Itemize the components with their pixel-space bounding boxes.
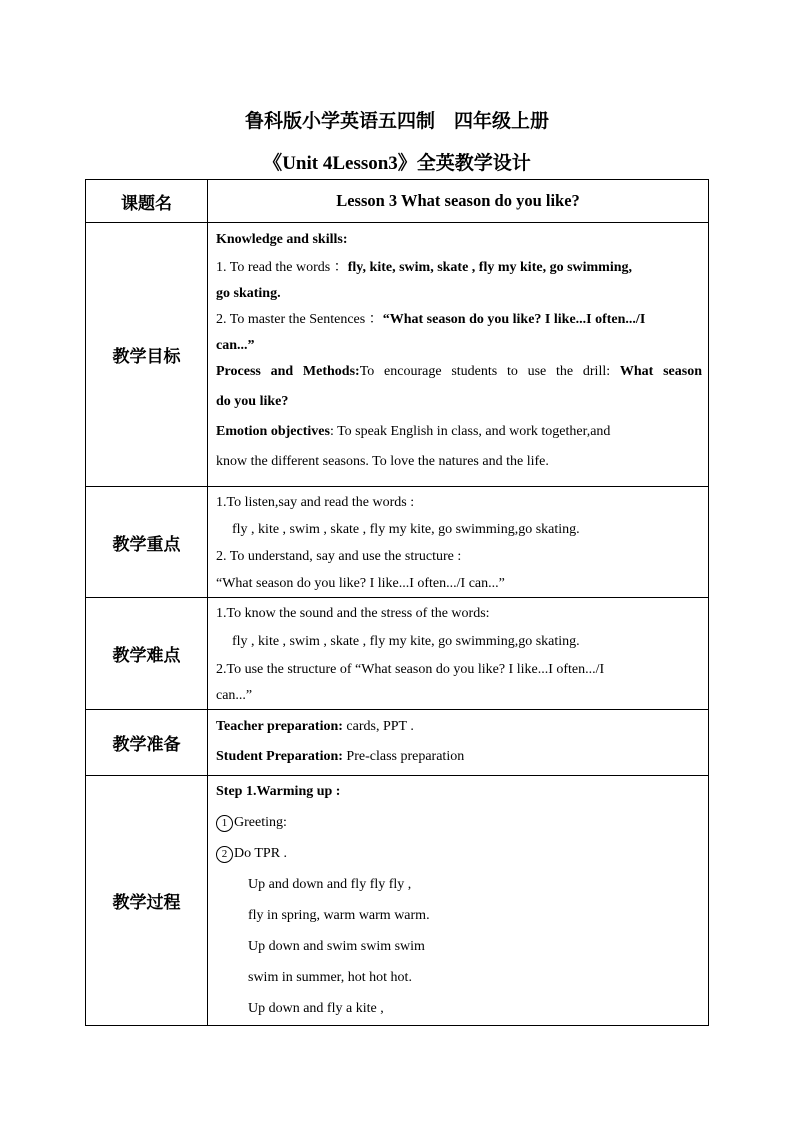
difficult-line-2: fly , kite , swim , skate , fly my kite, go swimming,go skating. <box>232 634 580 649</box>
difficult-line-3: 2.To use the structure of “What season do you like? I like...I often.../I <box>216 662 605 677</box>
objective-line-1: 1. To read the words ：fly, kite, swim, skate , fly my kite, go swimming, <box>216 260 633 275</box>
process-item-greeting: 1 Greeting: <box>216 807 702 838</box>
objective-line-2: go skating. <box>216 286 281 301</box>
chant-line-1: Up and down and fly fly fly , <box>248 877 412 892</box>
row-label-objectives: 教学目标 <box>86 223 208 487</box>
difficult-points-cell <box>208 598 709 710</box>
objective-line-3: 2. To master the Sentences ：“What season do you like? I like...I often.../I <box>216 312 646 327</box>
process-item-tpr: 2 Do TPR . <box>216 838 702 869</box>
key-line-1: 1.To listen,say and read the words : <box>216 495 415 510</box>
difficult-line-4: can...” <box>216 688 253 703</box>
document-title: 鲁科版小学英语五四制 四年级上册 <box>244 110 549 132</box>
difficult-line-1: 1.To know the sound and the stress of the words: <box>216 606 490 621</box>
row-label-preparation: 教学准备 <box>86 710 208 776</box>
knowledge-skills-heading: Knowledge and skills: <box>216 232 348 247</box>
objective-line-4: can...” <box>216 338 255 353</box>
chant-line-5: Up down and fly a kite , <box>248 1001 384 1016</box>
key-line-4: “What season do you like? I like...I often.../I can...” <box>216 576 505 591</box>
subtitle-unit: Unit 4Lesson3 <box>282 153 398 174</box>
table-row-preparation <box>86 710 709 776</box>
teacher-preparation: Teacher preparation: cards, PPT . <box>216 719 414 734</box>
process-methods-line-2: do you like? <box>216 394 289 409</box>
subtitle-open-quote: 《 <box>263 152 283 174</box>
chant-line-3: Up down and swim swim swim <box>248 939 425 954</box>
row-label-process: 教学过程 <box>86 776 208 1026</box>
student-preparation: Student Preparation: Pre-class preparation <box>216 749 465 764</box>
row-label-key-points: 教学重点 <box>86 487 208 598</box>
circled-number-1: 1 <box>216 815 233 832</box>
emotion-objectives-line-2: know the different seasons. To love the natures and the life. <box>216 454 549 469</box>
row-label-topic: 课题名 <box>86 180 208 223</box>
subtitle-rest: 》全英教学设计 <box>397 152 531 174</box>
key-line-2: fly , kite , swim , skate , fly my kite, go swimming,go skating. <box>232 522 580 537</box>
chant-line-2: fly in spring, warm warm warm. <box>248 908 430 923</box>
process-cell <box>208 776 709 1026</box>
table-row-topic <box>86 180 709 223</box>
table-row-key-points <box>86 487 709 598</box>
emotion-objectives-line: Emotion objectives: To speak English in class, and work together,and <box>216 424 611 439</box>
process-methods-line: Process and Methods:To encourage students to use the drill: What season <box>216 364 702 379</box>
table-row-objectives <box>86 223 709 487</box>
lesson-plan-table <box>85 179 709 1026</box>
objectives-cell <box>208 223 709 487</box>
step-heading: Step 1.Warming up : <box>216 784 341 799</box>
circled-number-2: 2 <box>216 846 233 863</box>
preparation-cell <box>208 710 709 776</box>
key-points-cell <box>208 487 709 598</box>
lesson-title: Lesson 3 What season do you like? <box>208 180 709 223</box>
table-row-process <box>86 776 709 1026</box>
key-line-3: 2. To understand, say and use the structure : <box>216 549 462 564</box>
chant-line-4: swim in summer, hot hot hot. <box>248 970 412 985</box>
table-row-difficult-points <box>86 598 709 710</box>
document-subtitle <box>0 148 794 175</box>
row-label-difficult-points: 教学难点 <box>86 598 208 710</box>
